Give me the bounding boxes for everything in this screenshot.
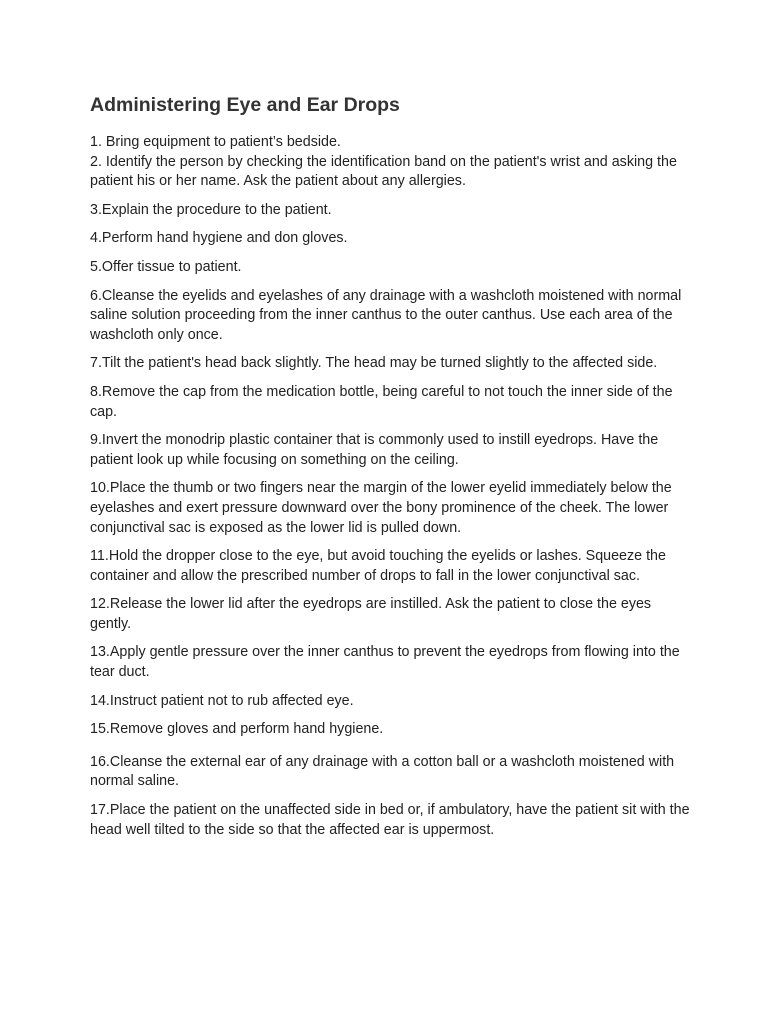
- step-17: 17.Place the patient on the unaffected side in bed or, if ambulatory, have the patient sit with the head well tilted to the side so that the affected ear is uppermost.: [90, 802, 690, 838]
- step-13: 13.Apply gentle pressure over the inner canthus to prevent the eyedrops from flowing into the tear duct.: [90, 644, 680, 681]
- step-15: 15.Remove gloves and perform hand hygiene.: [90, 721, 384, 738]
- step-14: 14.Instruct patient not to rub affected eye.: [90, 692, 354, 709]
- step-1: 1. Bring equipment to patient’s bedside.: [90, 134, 341, 150]
- step-10: 10.Place the thumb or two fingers near the margin of the lower eyelid immediately below the eyelashes and exert pressure downward over the bony prominence of the cheek. The lower conjunctival sac is exposed as the lower lid is pulled down.: [90, 480, 672, 536]
- document-title: Administering Eye and Ear Drops: [90, 94, 400, 116]
- step-11: 11.Hold the dropper close to the eye, but avoid touching the eyelids or lashes. Squeeze the container and allow the prescribed number of drops to fall in the lower conjunctival sac.: [90, 548, 666, 584]
- step-7: 7.Tilt the patient's head back slightly. The head may be turned slightly to the affected side.: [90, 355, 658, 372]
- step-5: 5.Offer tissue to patient.: [90, 258, 242, 275]
- step-4: 4.Perform hand hygiene and don gloves.: [90, 230, 348, 247]
- step-6: 6.Cleanse the eyelids and eyelashes of any drainage with a washcloth moistened with normal saline solution proceeding from the inner canthus to the outer canthus. Use each area of the washcloth only once.: [90, 287, 682, 343]
- document-page: [90, 92, 690, 840]
- steps-list: [90, 133, 690, 840]
- step-3: 3.Explain the procedure to the patient.: [90, 201, 332, 218]
- step-2: 2. Identify the person by checking the identification band on the patient's wrist and asking the patient his or her name. Ask the patient about any allergies.: [90, 153, 677, 190]
- step-8: 8.Remove the cap from the medication bottle, being careful to not touch the inner side of the cap.: [90, 383, 673, 420]
- step-16: 16.Cleanse the external ear of any drainage with a cotton ball or a washcloth moistened with normal saline.: [90, 753, 675, 790]
- step-9: 9.Invert the monodrip plastic container that is commonly used to instill eyedrops. Have the patient look up while focusing on something on the ceiling.: [90, 432, 659, 468]
- step-12: 12.Release the lower lid after the eyedrops are instilled. Ask the patient to close the eyes gently.: [90, 596, 652, 632]
